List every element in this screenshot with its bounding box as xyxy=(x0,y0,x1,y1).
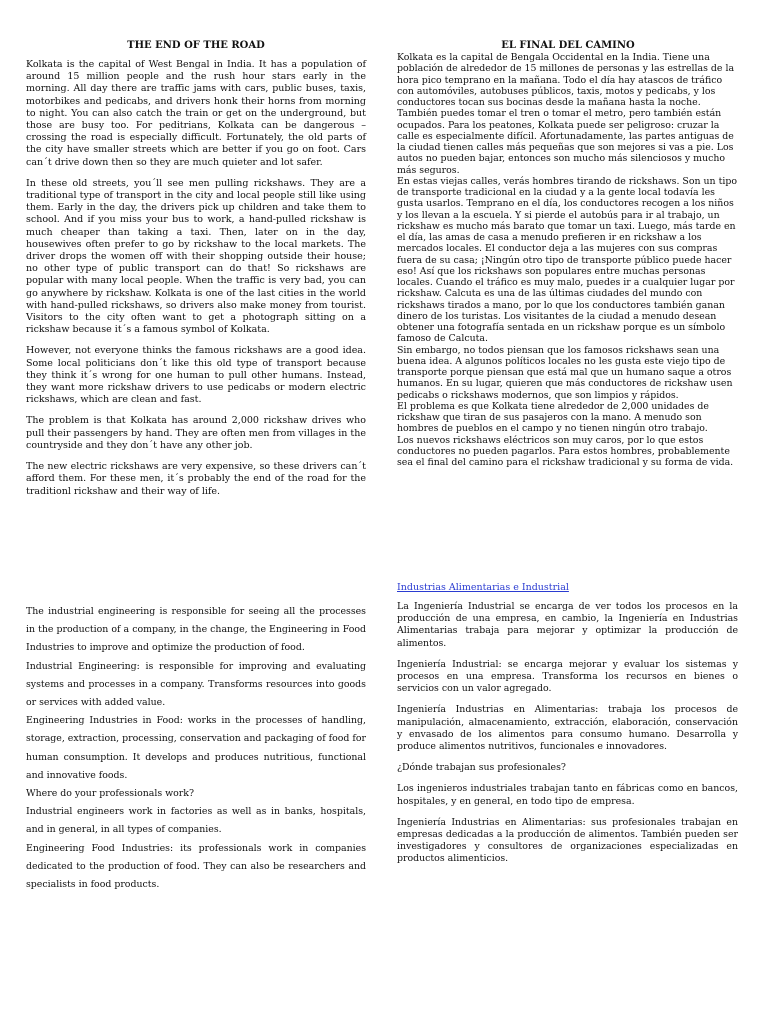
ingenieria-question: ¿Dónde trabajan sus profesionales? xyxy=(397,762,566,774)
engineering-question: Where do your professionals work? xyxy=(26,788,194,800)
english-paragraph: The problem is that Kolkata has around 2,000 rickshaw drives who pull their passengers by hand. They are often men from villages in the countryside and they don´t have any other job. xyxy=(26,415,366,451)
ingenieria-paragraph: Ingeniería Industrial: se encarga mejorar y evaluar los sistemas y procesos en una empresa. Transforma los recursos en bienes o servicios con un valor agregado. xyxy=(397,658,738,695)
ingenieria-paragraph: Los ingenieros industriales trabajan tanto en fábricas como en bancos, hospitales, y en general, en todo tipo de empresa. xyxy=(397,783,738,807)
english-title: THE END OF THE ROAD xyxy=(127,40,265,51)
english-paragraph: However, not everyone thinks the famous rickshaws are a good idea. Some local politicians don´t like this old type of transport because they think it´s wrong for one human to pull other humans. Instead, they want more rickshaw drivers to use pedicabs or modern electric rickshaws, which are clean and fast. xyxy=(26,345,366,406)
english-paragraph: Kolkata is the capital of West Bengal in India. It has a population of around 15 million people and the rush hour stars early in the morning. All day there are traffic jams with cars, public buses, taxis, motorbikes and pedicabs, and drivers honk their horns from morning to night. You can also catch the train or get on the underground, but those are busy too. For peditrians, Kolkata can be dangerous – crossing the road is especially difficult. Fortunately, the old parts of the city have smaller streets which are better if you go on foot. Cars can´t drive down then so they are much quieter and lot safer. xyxy=(26,59,366,168)
ingenieria-paragraph: La Ingeniería Industrial se encarga de ver todos los procesos en la producción de una empresa, en cambio, la Ingeniería en Industrias Alimentarias trabaja para mejorar y optimizar la producción de alimentos. xyxy=(397,601,738,649)
spanish-paragraph: El problema es que Kolkata tiene alrededor de 2,000 unidades de rickshaw que tiran de sus pasajeros con la mano. A menudo son hombres de pueblos en el campo y no tienen ningún otro trabajo. xyxy=(397,400,709,435)
english-paragraph: The new electric rickshaws are very expensive, so these drivers can´t afford them. For these men, it´s probably the end of the road for the traditionl rickshaw and their way of life. xyxy=(26,461,366,497)
engineering-spanish-section xyxy=(397,601,738,875)
spanish-article xyxy=(397,40,739,468)
spanish-paragraph: Sin embargo, no todos piensan que los famosos rickshaws sean una buena idea. A algunos políticos locales no les gusta este viejo tipo de transporte porque piensan que está mal que un humano saque a otros humanos. En su lugar, quieren que más conductores de rickshaw usen pedicabs o rickshaws modernos, que son limpios y rápidos. xyxy=(397,344,733,401)
engineering-paragraph: The industrial engineering is responsible for seeing all the processes in the production of a company, in the change, the Engineering in Food Industries to improve and optimize the production of food. xyxy=(26,606,366,654)
engineering-paragraph: Engineering Food Industries: its professionals work in companies dedicated to the production of food. They can also be researchers and specialists in food products. xyxy=(26,842,366,891)
spanish-title: EL FINAL DEL CAMINO xyxy=(501,40,635,51)
spanish-paragraph: Los nuevos rickshaws eléctricos son muy caros, por lo que estos conductores no pueden pagarlos. Para estos hombres, probablemente sea el final del camino para el rickshaw tradicional y su forma de vida. xyxy=(397,434,734,468)
industrias-link[interactable]: Industrias Alimentarias e Industrial xyxy=(397,582,569,593)
english-paragraph: In these old streets, you´ll see men pulling rickshaws. They are a traditional type of transport in the city and local people still like using them. Early in the day, the drivers pick up children and take them to school. And if you miss your bus to work, a hand-pulled rickshaw is much cheaper than taking a taxi. Then, later on in the day, housewives often prefer to go by rickshaw to the local markets. The driver drops the women off with their shopping outside their house; no other type of public transport can do that! So rickshaws are popular with many local people. When the traffic is very bad, you can go anywhere by rickshaw. Kolkata is one of the last cities in the world with hand-pulled rickshaws, so drivers also make money from tourist. Visitors to the city often want to get a photograph sitting on a rickshaw because it´s a famous symbol of Kolkata. xyxy=(26,177,366,336)
engineering-english-section xyxy=(26,603,366,894)
spanish-paragraph: En estas viejas calles, verás hombres tirando de rickshaws. Son un tipo de transporte tradicional en la ciudad y a la gente local todavía les gusta usarlos. Temprano en el día, los conductores recogen a los niños y los llevan a la escuela. Y si pierde el autobús para ir al trabajo, un rickshaw es mucho más barato que tomar un taxi. Luego, más tarde en el día, las amas de casa a menudo prefieren ir en rickshaw a los mercados locales. El conductor deja a las mujeres con sus compras fuera de su casa; ¡Ningún otro tipo de transporte público puede hacer eso! Así que los rickshaws son populares entre muchas personas locales. Cuando el tráfico es muy malo, puedes ir a cualquier lugar por rickshaw. Calcuta es una de las últimas ciudades del mundo con rickshaws tirados a mano, por lo que los conductores también ganan dinero de los turistas. Los visitantes de la ciudad a menudo desean obtener una fotografía sentada en un rickshaw porque es un símbolo famoso de Calcuta. xyxy=(397,175,737,345)
english-article xyxy=(26,40,366,507)
engineering-paragraph: Industrial engineers work in factories as well as in banks, hospitals, and in general, in all types of companies. xyxy=(26,806,366,836)
ingenieria-paragraph: Ingeniería Industrias en Alimentarias: sus profesionales trabajan en empresas dedicadas a la producción de alimentos. También pueden ser investigadores y consultores de organizaciones especializadas en productos alimenticios. xyxy=(397,816,738,865)
ingenieria-paragraph: Ingeniería Industrias en Alimentarias: trabaja los procesos de manipulación, almacenamiento, extracción, elaboración, conservación y envasado de los alimentos para consumo humano. Desarrolla y produce alimentos nutritivos, funcionales e innovadores. xyxy=(397,704,738,753)
engineering-paragraph: Engineering Industries in Food: works in the processes of handling, storage, extraction, processing, conservation and packaging of food for human consumption. It develops and produces nutritious, functional and innovative foods. xyxy=(26,715,366,781)
spanish-paragraph: Kolkata es la capital de Bengala Occidental en la India. Tiene una población de alrededor de 15 millones de personas y las estrellas de la hora pico temprano en la mañana. Todo el día hay atascos de tráfico con automóviles, autobuses públicos, taxis, motos y pedicabs, y los conductores tocan sus bocinas desde la mañana hasta la noche. También puedes tomar el tren o tomar el metro, pero también están ocupados. Para los peatones, Kolkata puede ser peligroso: cruzar la calle es especialmente difícil. Afortunadamente, las partes antiguas de la ciudad tienen calles más pequeñas que son mejores si vas a pie. Los autos no pueden bajar, entonces son mucho más silenciosos y mucho más seguros. xyxy=(397,52,735,176)
engineering-paragraph: Industrial Engineering: is responsible for improving and evaluating systems and processes in a company. Transforms resources into goods or services with added value. xyxy=(26,660,366,709)
